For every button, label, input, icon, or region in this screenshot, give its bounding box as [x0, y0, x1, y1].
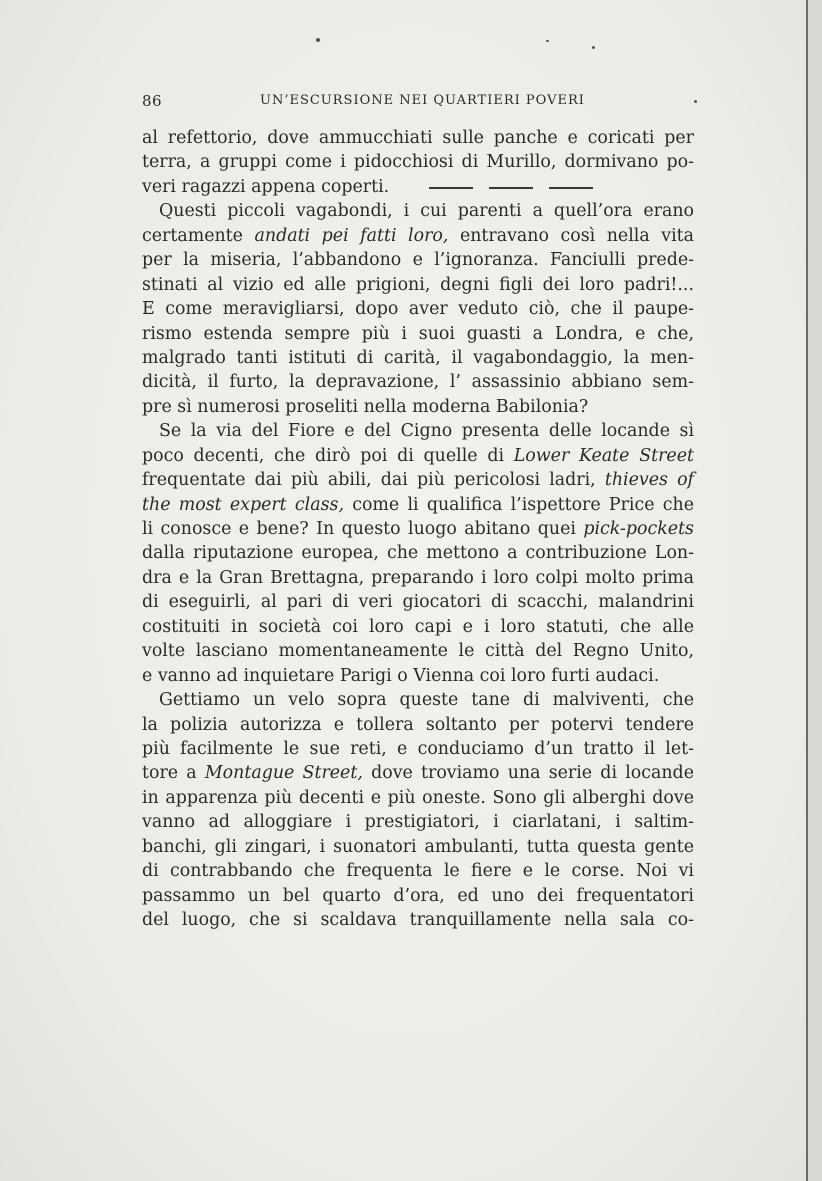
page-margin-strip [808, 0, 822, 1181]
italic-text: thieves of [604, 470, 694, 491]
text-line [142, 297, 694, 321]
text-segment: dove troviamo una serie di locande [362, 763, 694, 784]
text-segment: pre sì numerosi proseliti nella moderna Babilonia? [142, 396, 589, 417]
text-segment: come li qualifica l’ispettore Price che [343, 494, 694, 515]
text-line [142, 322, 694, 346]
text-line [142, 810, 694, 834]
body-text [142, 126, 694, 932]
text-segment: dra e la Gran Brettagna, preparando i loro colpi molto prima [142, 567, 694, 588]
ink-speck [316, 38, 320, 42]
text-line [142, 737, 694, 761]
text-line [142, 908, 694, 932]
text-segment: veri ragazzi appena coperti. [142, 176, 390, 197]
text-line [142, 395, 694, 419]
text-line [142, 639, 694, 663]
text-line [142, 884, 694, 908]
text-segment: Questi piccoli vagabondi, i cui parenti a quell’ora erano [159, 201, 694, 222]
text-segment: rismo estenda sempre più i suoi guasti a Londra, e che, [142, 323, 694, 344]
ink-speck [592, 46, 595, 49]
text-line [142, 468, 694, 492]
text-line [142, 517, 694, 541]
italic-text: Montague Street, [204, 763, 363, 784]
italic-text: andati pei fatti loro, [254, 225, 449, 246]
text-line [142, 859, 694, 883]
italic-text: pick-pockets [583, 519, 694, 539]
text-segment: costituiti in società coi loro capi e i loro statuti, che alle [142, 616, 694, 637]
text-segment: li conosce e bene? In questo luogo abitano quei [142, 519, 584, 539]
ink-speck [694, 100, 697, 103]
text-line [142, 419, 694, 443]
dash-mark [549, 187, 593, 189]
section-dash-ornament [429, 175, 609, 199]
text-line [142, 761, 694, 785]
running-title: UN’ESCURSIONE NEI QUARTIERI POVERI [260, 93, 585, 108]
text-segment: al refettorio, dove ammucchiati sulle panche e coricati per [142, 128, 694, 148]
text-segment: E come meravigliarsi, dopo aver veduto ciò, che il paupe- [142, 299, 694, 320]
text-segment: certamente [142, 225, 255, 246]
text-line [142, 835, 694, 859]
text-line [142, 713, 694, 737]
text-line [142, 346, 694, 370]
ink-speck [546, 40, 549, 42]
text-segment: poco decenti, che dirò poi di quelle di [142, 445, 514, 466]
text-segment: per la miseria, l’abbandono e l’ignoranza. Fanciulli prede- [142, 250, 694, 271]
text-line [142, 590, 694, 614]
text-segment: in apparenza più decenti e più oneste. Sono gli alberghi dove [142, 787, 694, 808]
running-header [142, 92, 694, 116]
text-segment: la polizia autorizza e tollera soltanto per potervi tendere [142, 714, 694, 735]
text-segment: terra, a gruppi come i pidocchiosi di Murillo, dormivano po- [142, 152, 694, 173]
text-segment: frequentate dai più abili, dai più pericolosi ladri, [142, 470, 605, 491]
text-segment: Gettiamo un velo sopra queste tane di malviventi, che [159, 690, 694, 711]
text-line [142, 175, 694, 199]
text-segment: dalla riputazione europea, che mettono a contribuzione Lon- [142, 543, 694, 564]
text-segment: dicità, il furto, la depravazione, l’ assassinio abbiano sem- [142, 372, 694, 393]
text-segment: volte lasciano momentaneamente le città del Regno Unito, [142, 641, 694, 662]
text-line [142, 273, 694, 297]
dash-mark [429, 187, 473, 189]
text-line [142, 493, 694, 517]
text-segment: vanno ad alloggiare i prestigiatori, i ciarlatani, i saltim- [142, 812, 694, 833]
page-number: 86 [142, 92, 163, 110]
text-line [142, 786, 694, 810]
text-line [142, 664, 694, 688]
text-segment: banchi, gli zingari, i suonatori ambulanti, tutta questa gente [142, 836, 694, 857]
text-line [142, 688, 694, 712]
page-edge-shadow [806, 0, 808, 1181]
text-segment: malgrado tanti istituti di carità, il vagabondaggio, la men- [142, 347, 694, 368]
text-line [142, 224, 694, 248]
italic-text: Lower Keate Street [513, 445, 694, 466]
text-segment: Se la via del Fiore e del Cigno presenta delle locande sì [159, 421, 694, 442]
italic-text: the most expert class, [142, 494, 344, 515]
text-segment: di contrabbando che frequenta le fiere e le corse. Noi vi [142, 861, 694, 882]
text-segment: più facilmente le sue reti, e conduciamo d’un tratto il let- [142, 738, 694, 759]
text-segment: stinati al vizio ed alle prigioni, degni figli dei loro padri!... [142, 274, 694, 295]
text-line [142, 370, 694, 394]
text-line [142, 566, 694, 590]
text-line [142, 248, 694, 272]
text-line [142, 615, 694, 639]
text-segment: entravano così nella vita [448, 225, 694, 246]
text-line [142, 150, 694, 174]
text-segment: di eseguirli, al pari di veri giocatori di scacchi, malandrini [142, 592, 694, 613]
dash-mark [489, 187, 533, 189]
text-segment: e vanno ad inquietare Parigi o Vienna coi loro furti audaci. [142, 665, 660, 686]
text-segment: passammo un bel quarto d’ora, ed uno dei frequentatori [142, 885, 694, 906]
text-segment: del luogo, che si scaldava tranquillamente nella sala co- [142, 910, 694, 930]
text-segment: tore a [142, 763, 205, 784]
text-line [142, 444, 694, 468]
text-line [142, 541, 694, 565]
text-line [142, 126, 694, 150]
text-line [142, 199, 694, 223]
